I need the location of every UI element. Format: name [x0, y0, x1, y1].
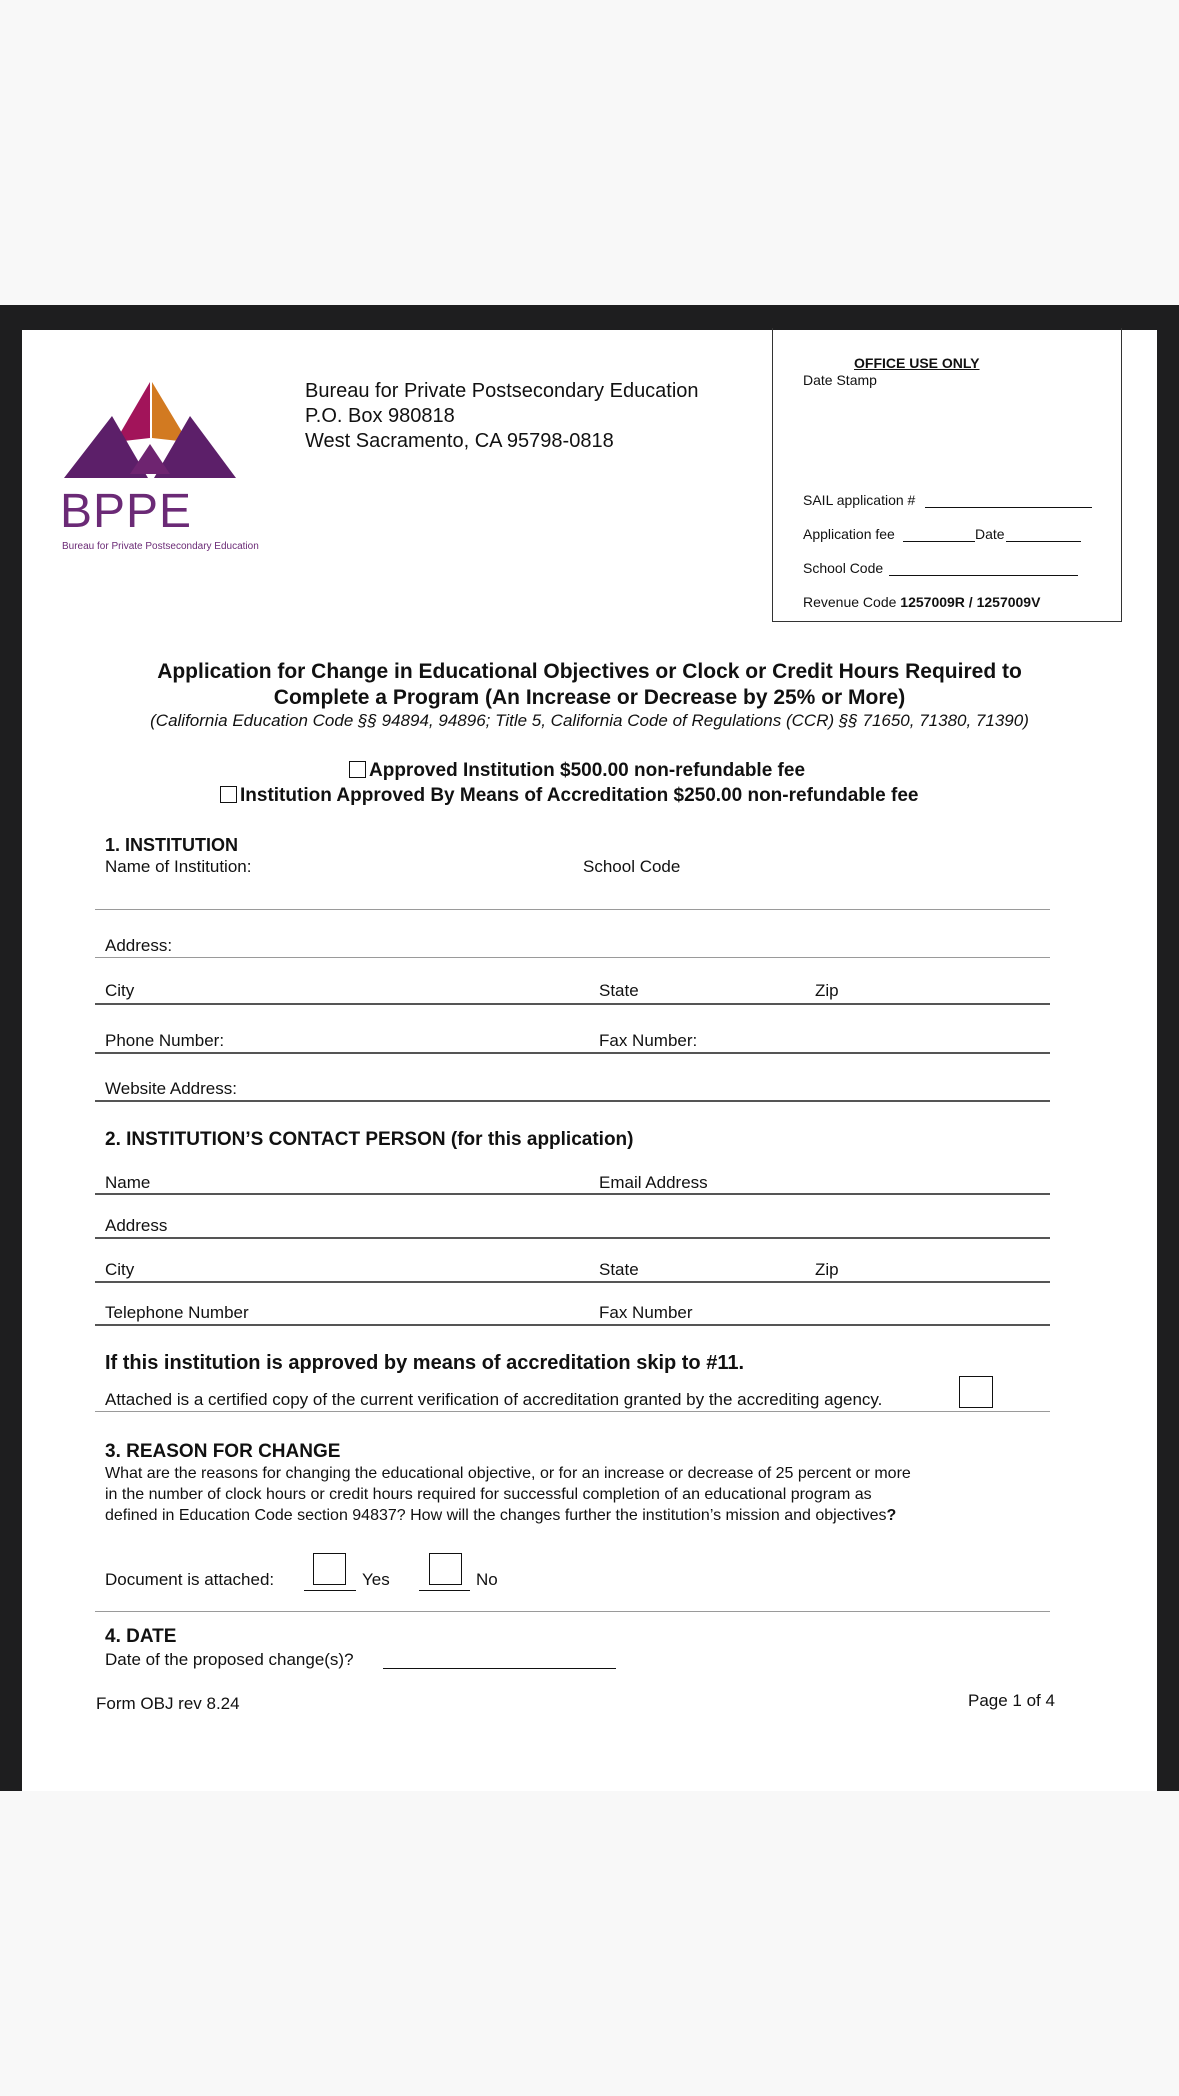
- accreditation-statement: Attached is a certified copy of the current verification of accreditation granted by the accrediting agency.: [105, 1390, 883, 1409]
- contact-city-state-zip-field[interactable]: [95, 1281, 1050, 1283]
- institution-phone-fax-field[interactable]: [95, 1052, 1050, 1054]
- accreditation-heading: If this institution is approved by means of accreditation skip to #11.: [105, 1352, 745, 1374]
- contact-zip-label: Zip: [815, 1260, 839, 1279]
- institution-fax-label: Fax Number:: [599, 1031, 698, 1050]
- contact-address-field[interactable]: [95, 1237, 1050, 1239]
- institution-name-field[interactable]: [95, 909, 1050, 910]
- office-school-code-field[interactable]: [889, 575, 1078, 576]
- header-po-box: P.O. Box 980818: [305, 405, 455, 427]
- revenue-code-label: Revenue Code: [803, 594, 901, 610]
- institution-state-label: State: [599, 981, 639, 1000]
- contact-name-email-field[interactable]: [95, 1193, 1050, 1195]
- header-city: West Sacramento, CA 95798-0818: [305, 430, 614, 452]
- contact-email-label: Email Address: [599, 1173, 708, 1192]
- document-attached-yes-label: Yes: [362, 1570, 390, 1589]
- header-org-name: Bureau for Private Postsecondary Education: [305, 380, 699, 402]
- office-date-label: Date: [975, 526, 1005, 542]
- document-attached-no-label: No: [476, 1570, 498, 1589]
- form-revision: Form OBJ rev 8.24: [96, 1694, 240, 1713]
- section3-divider: [95, 1611, 1050, 1612]
- revenue-code: [803, 594, 1040, 610]
- document-attached-no-checkbox[interactable]: [429, 1553, 462, 1585]
- school-code-label: School Code: [583, 857, 681, 876]
- institution-name-label: Name of Institution:: [105, 857, 252, 876]
- fee-approved-checkbox[interactable]: [349, 761, 366, 778]
- contact-city-label: City: [105, 1260, 135, 1279]
- page-number: Page 1 of 4: [968, 1691, 1055, 1710]
- section3-text-line2: in the number of clock hours or credit hours required for successful completion of an educational program as: [105, 1486, 872, 1503]
- accreditation-divider: [95, 1411, 1050, 1412]
- form-title-line1: Application for Change in Educational Objectives or Clock or Credit Hours Required to: [157, 660, 1022, 683]
- institution-website-field[interactable]: [95, 1100, 1050, 1102]
- application-fee-field[interactable]: [903, 541, 975, 542]
- form-title-line2: Complete a Program (An Increase or Decrease by 25% or More): [273, 686, 906, 709]
- proposed-date-field[interactable]: [383, 1668, 616, 1669]
- section3-question-mark: ?: [886, 1507, 897, 1524]
- contact-state-label: State: [599, 1260, 639, 1279]
- sail-application-field[interactable]: [925, 507, 1092, 508]
- yes-underline: [304, 1590, 356, 1591]
- fee-accredited-option: [220, 785, 918, 807]
- institution-zip-label: Zip: [815, 981, 839, 1000]
- section3-heading: 3. REASON FOR CHANGE: [105, 1441, 341, 1462]
- logo-tagline: Bureau for Private Postsecondary Education: [62, 541, 259, 552]
- institution-website-label: Website Address:: [105, 1079, 237, 1098]
- contact-telephone-fax-field[interactable]: [95, 1324, 1050, 1326]
- date-stamp-label: Date Stamp: [803, 372, 877, 388]
- institution-city-state-zip-field[interactable]: [95, 1003, 1050, 1005]
- form-citation: (California Education Code §§ 94894, 94896; Title 5, California Code of Regulations (CCR) §§ 71650, 71380, 71390): [150, 711, 1029, 730]
- contact-name-label: Name: [105, 1173, 151, 1192]
- accreditation-attached-checkbox[interactable]: [959, 1376, 993, 1408]
- office-date-field[interactable]: [1006, 541, 1081, 542]
- institution-phone-label: Phone Number:: [105, 1031, 225, 1050]
- section1-heading: 1. INSTITUTION: [105, 835, 239, 855]
- contact-address-label: Address: [105, 1216, 168, 1235]
- revenue-code-value: 1257009R / 1257009V: [900, 594, 1041, 610]
- section2-heading: 2. INSTITUTION’S CONTACT PERSON (for this application): [105, 1129, 634, 1150]
- institution-address-field[interactable]: [95, 957, 1050, 958]
- fee-accredited-checkbox[interactable]: [220, 786, 237, 803]
- institution-city-label: City: [105, 981, 135, 1000]
- logo-text: BPPE: [60, 485, 193, 538]
- fee-approved-option: [349, 760, 805, 782]
- contact-telephone-label: Telephone Number: [105, 1303, 249, 1322]
- office-school-code-label: School Code: [803, 560, 884, 576]
- fee-accredited-label: Institution Approved By Means of Accreditation $250.00 non-refundable fee: [240, 785, 919, 806]
- section4-heading: 4. DATE: [105, 1626, 177, 1647]
- application-fee-label: Application fee: [803, 526, 895, 542]
- contact-fax-label: Fax Number: [599, 1303, 693, 1322]
- proposed-date-label: Date of the proposed change(s)?: [105, 1650, 354, 1669]
- institution-address-label: Address:: [105, 936, 173, 955]
- section3-text-line1: What are the reasons for changing the educational objective, or for an increase or decrease of 25 percent or more: [105, 1465, 911, 1482]
- no-underline: [419, 1590, 470, 1591]
- sail-application-label: SAIL application #: [803, 492, 916, 508]
- section3-text-line3: [105, 1507, 896, 1525]
- fee-approved-label: Approved Institution $500.00 non-refundable fee: [369, 760, 806, 781]
- document-attached-yes-checkbox[interactable]: [313, 1553, 346, 1585]
- document-attached-label: Document is attached:: [105, 1570, 275, 1589]
- office-use-title: OFFICE USE ONLY: [854, 355, 980, 371]
- section3-question: defined in Education Code section 94837? How will the changes further the institution’s mission and objectives: [105, 1507, 887, 1524]
- bppe-logo-mark: [60, 380, 240, 480]
